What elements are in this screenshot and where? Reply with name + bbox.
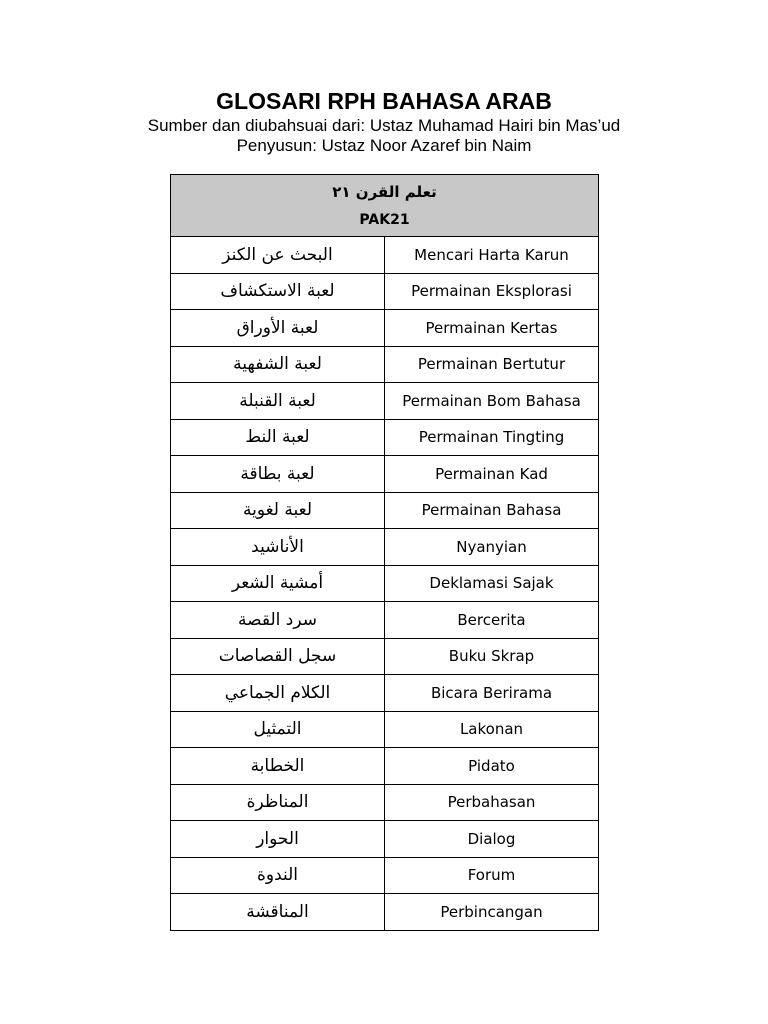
arabic-term: لعبة الشفهية [171,346,385,383]
malay-term: Permainan Kertas [385,310,599,347]
table-row [171,492,599,529]
malay-term: Dialog [385,821,599,858]
compiler-line: Penyusun: Ustaz Noor Azaref bin Naim [236,136,532,155]
table-row [171,638,599,675]
table-row [171,565,599,602]
arabic-term: لعبة النط [171,419,385,456]
arabic-term: الحوار [171,821,385,858]
arabic-term: المناقشة [171,894,385,931]
table-row [171,711,599,748]
header-arabic: تعلم القرن ٢١ [332,182,437,201]
source-line: Sumber dan diubahsuai dari: Ustaz Muhamad Hairi bin Mas’ud [147,116,621,135]
arabic-term: الأناشيد [171,529,385,566]
table-row [171,857,599,894]
malay-term: Nyanyian [385,529,599,566]
table-row [171,894,599,931]
table-row [171,237,599,274]
table-row [171,784,599,821]
table-row [171,821,599,858]
table-row [171,602,599,639]
arabic-term: لعبة بطاقة [171,456,385,493]
malay-term: Bercerita [385,602,599,639]
arabic-term: لعبة لغوية [171,492,385,529]
malay-term: Buku Skrap [385,638,599,675]
table-row [171,419,599,456]
malay-term: Permainan Eksplorasi [385,273,599,310]
table-row [171,383,599,420]
arabic-term: أمشية الشعر [171,565,385,602]
document-header [0,86,768,156]
malay-term: Permainan Tingting [385,419,599,456]
glossary-body [171,237,599,931]
header-code: PAK21 [359,211,410,228]
table-row [171,456,599,493]
table-row [171,748,599,785]
table-row [171,310,599,347]
malay-term: Perbahasan [385,784,599,821]
malay-term: Pidato [385,748,599,785]
arabic-term: التمثيل [171,711,385,748]
malay-term: Lakonan [385,711,599,748]
table-row [171,346,599,383]
arabic-term: لعبة الأوراق [171,310,385,347]
document-title: GLOSARI RPH BAHASA ARAB [216,88,552,114]
table-header-row [171,175,599,237]
malay-term: Permainan Bertutur [385,346,599,383]
table-header-cell [171,175,599,237]
table-row [171,675,599,712]
malay-term: Permainan Bom Bahasa [385,383,599,420]
malay-term: Permainan Kad [385,456,599,493]
malay-term: Forum [385,857,599,894]
arabic-term: الكلام الجماعي [171,675,385,712]
arabic-term: البحث عن الكنز [171,237,385,274]
table-row [171,273,599,310]
malay-term: Mencari Harta Karun [385,237,599,274]
arabic-term: لعبة الاستكشاف [171,273,385,310]
table-row [171,529,599,566]
malay-term: Bicara Berirama [385,675,599,712]
arabic-term: الخطابة [171,748,385,785]
malay-term: Perbincangan [385,894,599,931]
arabic-term: سجل القصاصات [171,638,385,675]
arabic-term: المناظرة [171,784,385,821]
glossary-table [170,174,599,931]
arabic-term: لعبة القنبلة [171,383,385,420]
arabic-term: الندوة [171,857,385,894]
malay-term: Permainan Bahasa [385,492,599,529]
arabic-term: سرد القصة [171,602,385,639]
malay-term: Deklamasi Sajak [385,565,599,602]
